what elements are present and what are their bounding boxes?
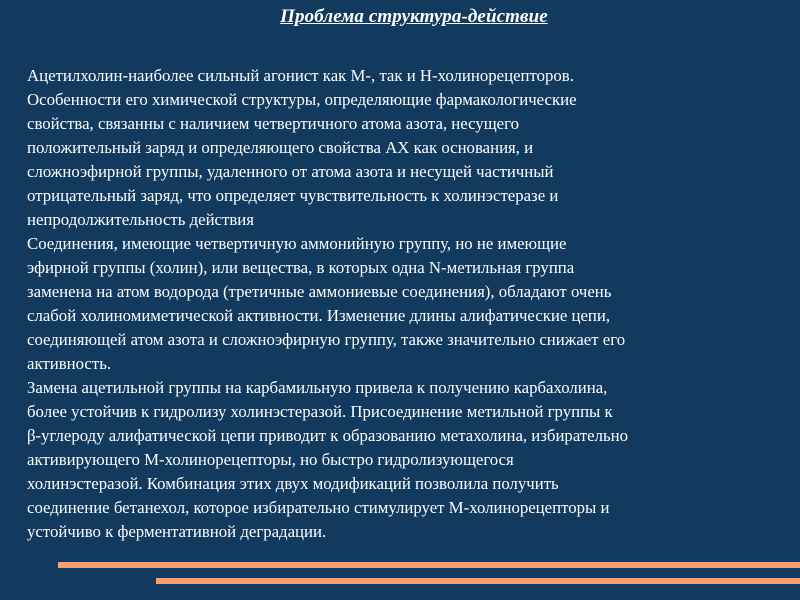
paragraph-modifications: Замена ацетильной группы на карбамильную привела к получению карбахолина, более устойчив к гидролизу холинэстеразой. Присоединение метильной группы к β-углероду алифатической цепи приводит к образованию метахолина, избирательно активирующего М-холинорецепторы, но быстро гидролизующегося холинэстеразой. Комбинация этих двух модификаций позволила получить соединение бетанехол, которое избирательно стимулирует М-холинорецепторы и устойчиво к ферментативной деградации. (27, 378, 629, 541)
paragraph-acetylcholine: Ацетилхолин-наиболее сильный агонист как М-, так и Н-холинорецепторов. Особенности его химической структуры, определяющие фармакологические свойства, связанны с наличием четвертичного атома азота, несущего положительный заряд и определяющего свойства АХ как основания, и сложноэфирной группы, удаленного от атома азота и несущей частичный отрицательный заряд, что определяет чувствительность к холинэстеразе и непродолжительность действия (27, 66, 577, 229)
decorative-bar-bottom (156, 578, 800, 584)
slide-title-text: Проблема структура-действие (280, 6, 548, 27)
slide-body (27, 64, 787, 544)
paragraph-quaternary-compounds: Соединения, имеющие четвертичную аммонийную группу, но не имеющие эфирной группы (холин), или вещества, в которых одна N-метильная группа заменена на атом водорода (третичные аммониевые соединения), обладают очень слабой холиномиметической активности. Изменение длины алифатические цепи, соединяющей атом азота и сложноэфирную группу, также значительно снижает его активность. (27, 234, 626, 373)
slide-title (0, 6, 800, 28)
decorative-bar-top (58, 562, 800, 568)
